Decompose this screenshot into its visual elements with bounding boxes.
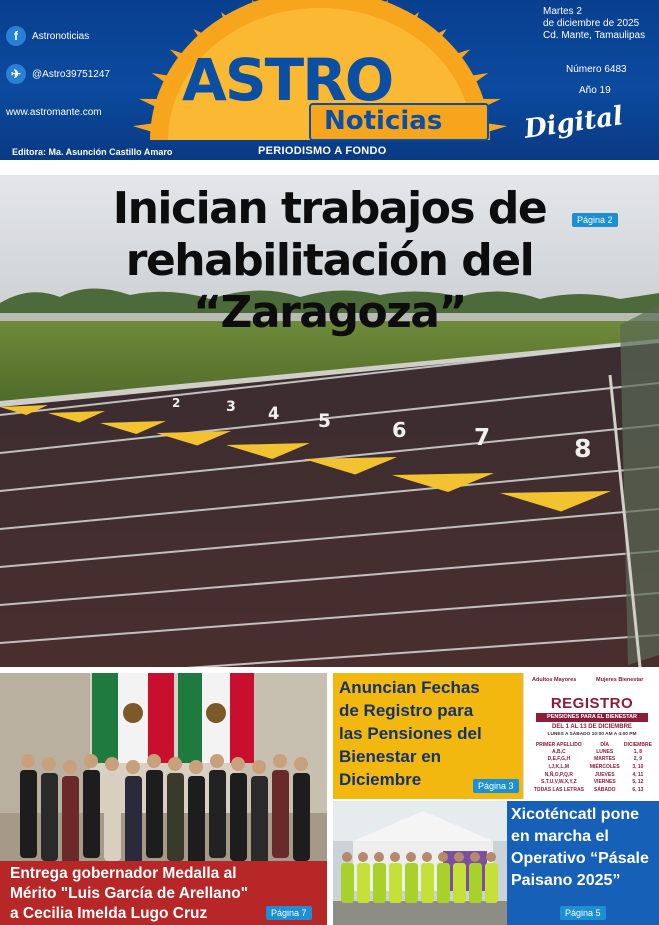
person-body [83,770,100,858]
lane-number: 7 [474,425,491,451]
person-body [453,863,466,903]
schedule-cell: 3, 10 [632,763,644,770]
lane-number: 6 [392,418,407,442]
schedule-cell: TODAS LAS LETRAS [533,786,584,793]
person-head [454,852,464,862]
caption-line: de Registro para [339,701,474,720]
person-head [422,852,432,862]
masthead [0,0,659,160]
person-head [126,760,140,774]
operativo-photo [333,801,507,925]
person-head [358,852,368,862]
logo-astro: ASTRO [182,46,393,114]
poster-dates: DEL 1 AL 13 DE DICIEMBRE [552,724,632,730]
person-body [104,773,121,861]
person-body [485,863,498,903]
person-head [406,852,416,862]
location-line: Cd. Mante, Tamaulipas [543,30,646,41]
schedule-cell: S,T,U,V,W,X,Y,Z [540,779,577,786]
table-row [530,763,654,771]
caption-line: Diciembre [339,770,422,789]
person-head [21,754,35,768]
schedule-header: PRIMER APELLIDO [535,741,582,748]
person-body [125,776,142,864]
hero-story[interactable] [0,175,659,667]
person-body [251,776,268,864]
registration-poster [523,673,659,799]
tagline: PERIODISMO A FONDO [258,145,387,157]
person-body [272,770,289,858]
caption-line: Entrega gobernador Medalla al [10,865,237,882]
issue-year: Año 19 [579,85,611,96]
person-body [62,776,79,864]
person-body [469,863,482,903]
logo [110,0,530,148]
caption-line: Bienestar en [339,747,442,766]
schedule-cell: 4, 11 [632,771,644,778]
hero-headline [0,183,659,339]
person-head [390,852,400,862]
hero-headline-line: Inician trabajos de [112,183,547,234]
person-head [210,754,224,768]
paisano-story[interactable] [333,801,659,925]
schedule-cell: JUEVES [594,771,615,778]
date-line: de diciembre de 2025 [543,18,640,29]
schedule-cell: SÁBADO [593,786,616,793]
caption-line: Paisano 2025” [511,872,621,889]
person-head [252,760,266,774]
person-head [168,757,182,771]
person-head [105,757,119,771]
schedule-cell: 2, 9 [633,756,643,763]
person-body [230,773,247,861]
schedule-table [530,741,654,794]
person-body [437,863,450,903]
person-head [294,757,308,771]
person-body [146,770,163,858]
person-body [421,863,434,903]
schedule-cell: 5, 12 [632,779,644,786]
poster-hours: LUNES A SÁBADO 10:00 AM A 4:00 PM [547,732,637,737]
edition-label: Digital [522,101,625,145]
poster-brand: Adultos Mayores [532,677,577,683]
facebook-link[interactable] [6,26,89,46]
caption-line: Mérito "Luis García de Arellano" [10,885,249,902]
person-body [357,863,370,903]
date-block [543,6,645,42]
editor-credit: Editora: Ma. Asunción Castillo Amaro [12,147,173,157]
person-head [374,852,384,862]
table-row [530,778,654,786]
person-body [41,773,58,861]
caption-line: a Cecilia Imelda Lugo Cruz [10,905,208,922]
person-head [42,757,56,771]
page-badge[interactable]: Página 5 [560,906,606,920]
caption-line: Anuncian Fechas [339,678,480,697]
person-body [293,773,310,861]
person-head [147,754,161,768]
logo-noticias: Noticias [324,106,443,136]
schedule-cell: I,J,K,L,M [548,763,570,770]
schedule-cell: D,E,F,G,H [547,756,571,763]
issue-number: Número 6483 [566,64,627,75]
lane-number: 3 [226,399,236,415]
person-head [231,757,245,771]
lane-number: 5 [318,411,331,432]
schedule-cell: 1, 8 [633,748,643,755]
medal-story[interactable] [0,673,327,925]
schedule-header: DICIEMBRE [623,741,652,748]
person-body [341,863,354,903]
page-badge[interactable]: Página 3 [473,779,519,793]
person-head [189,760,203,774]
poster-title: REGISTRO [550,695,634,712]
twitter-link[interactable] [6,64,110,84]
page-badge[interactable]: Página 2 [572,213,618,227]
lane-number: 8 [574,434,592,463]
hero-headline-line: rehabilitación del “Zaragoza” [125,235,534,338]
schedule-header: DÍA [600,741,610,748]
person-head [438,852,448,862]
poster-subtitle: PENSIONES PARA EL BIENESTAR [536,713,648,722]
person-head [342,852,352,862]
schedule-cell: N,Ñ,O,P,Q,R [544,771,573,778]
poster-brand: Mujeres Bienestar [596,677,644,683]
caption-line: Xicoténcatl pone [511,806,640,823]
person-body [209,770,226,858]
person-head [84,754,98,768]
caption-line: Operativo “Pásale [511,850,649,867]
person-body [20,770,37,858]
facebook-handle: Astronoticias [32,30,90,42]
person-body [373,863,386,903]
table-row [530,748,654,756]
page-badge[interactable]: Página 7 [266,906,312,920]
date-line: Martes 2 [543,6,582,17]
pensions-story[interactable] [333,673,659,799]
schedule-cell: VIERNES [593,779,616,786]
table-row [530,786,654,794]
person-head [470,852,480,862]
schedule-cell: MARTES [594,756,616,763]
lane-number: 2 [172,396,181,410]
lane-number: 4 [268,404,280,423]
caption-line: las Pensiones del [339,724,482,743]
facebook-icon: f [6,26,26,46]
caption-line: en marcha el [511,828,609,845]
person-body [188,776,205,864]
schedule-cell: LUNES [596,748,614,755]
schedule-cell: A,B,C [552,748,566,755]
person-body [167,773,184,861]
person-head [63,760,77,774]
table-row [530,771,654,779]
person-head [486,852,496,862]
twitter-handle: @Astro39751247 [32,68,110,80]
table-row [530,756,654,764]
person-head [273,754,287,768]
website-link[interactable]: www.astromante.com [6,107,102,118]
person-body [405,863,418,903]
schedule-cell: 6, 13 [632,786,644,793]
schedule-cell: MIÉRCOLES [589,763,620,770]
twitter-icon: ✈ [6,64,26,84]
person-body [389,863,402,903]
